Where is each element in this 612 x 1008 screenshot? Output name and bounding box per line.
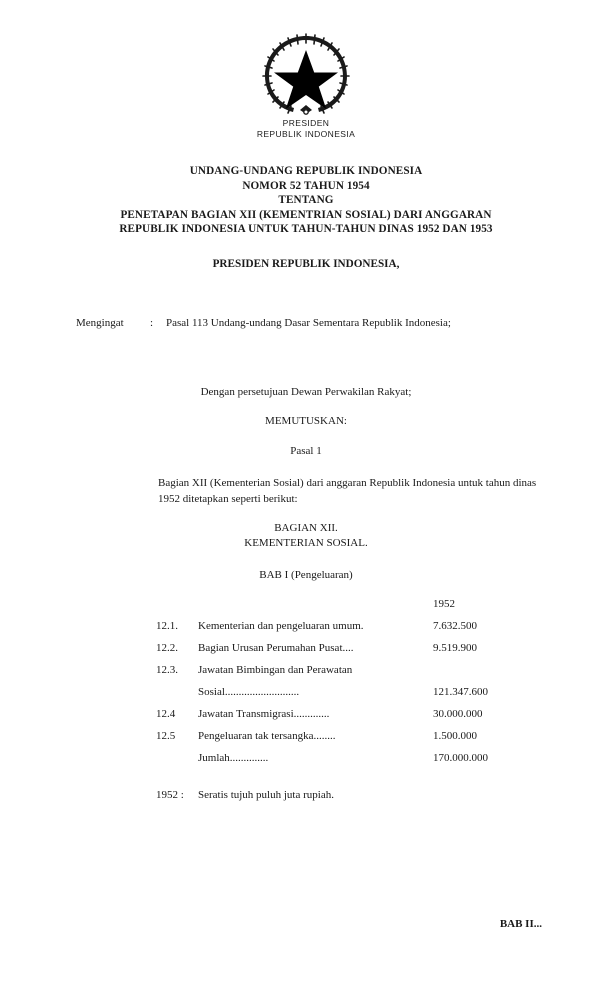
row-code: 12.3. — [156, 664, 178, 676]
row-amount: 1.500.000 — [433, 730, 477, 742]
row-label: Jawatan Transmigrasi............. — [198, 708, 330, 720]
section-heading-bab: BAB I (Pengeluaran) — [259, 569, 353, 581]
row-code: 12.2. — [156, 642, 178, 654]
emblem-caption-line2: REPUBLIK INDONESIA — [256, 129, 356, 139]
row-label: Jawatan Bimbingan dan Perawatan — [198, 664, 353, 676]
presidential-emblem-block — [0, 32, 612, 140]
total-words: Seratis tujuh puluh juta rupiah. — [198, 789, 334, 801]
considering-text: Pasal 113 Undang-undang Dasar Sementara Republik Indonesia; — [166, 317, 451, 329]
garuda-star-wreath-emblem — [257, 32, 355, 116]
table-row — [156, 708, 556, 730]
table-row — [156, 730, 556, 752]
row-code: 12.1. — [156, 620, 178, 632]
article-heading: Pasal 1 — [290, 445, 322, 457]
title-line-subject-1: PENETAPAN BAGIAN XII (KEMENTRIAN SOSIAL) DARI ANGGARAN — [120, 208, 492, 221]
issuing-authority: PRESIDEN REPUBLIK INDONESIA, — [212, 258, 400, 270]
row-amount: 170.000.000 — [433, 752, 488, 764]
document-title — [56, 164, 556, 237]
table-row — [156, 642, 556, 664]
row-label: Kementerian dan pengeluaran umum. — [198, 620, 364, 632]
row-label: Bagian Urusan Perumahan Pusat.... — [198, 642, 354, 654]
row-amount: 9.519.900 — [433, 642, 477, 654]
total-year: 1952 : — [156, 789, 184, 801]
table-total-row — [156, 752, 556, 774]
emblem-caption-line1: PRESIDEN — [282, 118, 330, 128]
title-line-law: UNDANG-UNDANG REPUBLIK INDONESIA — [189, 165, 423, 177]
title-line-about: TENTANG — [278, 194, 334, 207]
row-amount: 30.000.000 — [433, 708, 483, 720]
parliament-approval-line: Dengan persetujuan Dewan Perwakilan Rakyat; — [200, 386, 412, 398]
considering-label: Mengingat — [76, 317, 124, 329]
row-label: Jumlah.............. — [198, 752, 269, 764]
table-row — [156, 620, 556, 642]
considering-clause — [76, 316, 576, 331]
title-line-number: NOMOR 52 TAHUN 1954 — [242, 179, 370, 192]
intro-paragraph: Bagian XII (Kementerian Sosial) dari anggaran Republik Indonesia untuk tahun dinas 1952 ditetapkan seperti berikut: — [158, 477, 537, 505]
title-line-subject-2: REPUBLIK INDONESIA UNTUK TAHUN-TAHUN DINAS 1952 DAN 1953 — [119, 223, 493, 236]
row-amount: 7.632.500 — [433, 620, 477, 632]
total-statement — [156, 789, 556, 801]
row-label: Sosial........................... — [198, 686, 300, 698]
table-row — [156, 664, 556, 686]
row-label: Pengeluaran tak tersangka........ — [198, 730, 336, 742]
emblem-caption — [0, 118, 612, 140]
header-year-cell: 1952 — [433, 598, 455, 610]
considering-colon: : — [150, 317, 154, 329]
deciding-heading: MEMUTUSKAN: — [265, 415, 347, 427]
star-icon — [274, 50, 338, 109]
row-code: 12.5 — [156, 730, 176, 742]
table-row — [156, 686, 556, 708]
section-heading-kementerian: KEMENTERIAN SOSIAL. — [244, 537, 368, 549]
budget-table — [156, 598, 556, 774]
row-code: 12.4 — [156, 708, 176, 720]
table-header-row — [156, 598, 556, 620]
next-chapter-reference: BAB II... — [499, 918, 542, 930]
row-amount: 121.347.600 — [433, 686, 488, 698]
section-heading-bagian: BAGIAN XII. — [274, 522, 338, 534]
